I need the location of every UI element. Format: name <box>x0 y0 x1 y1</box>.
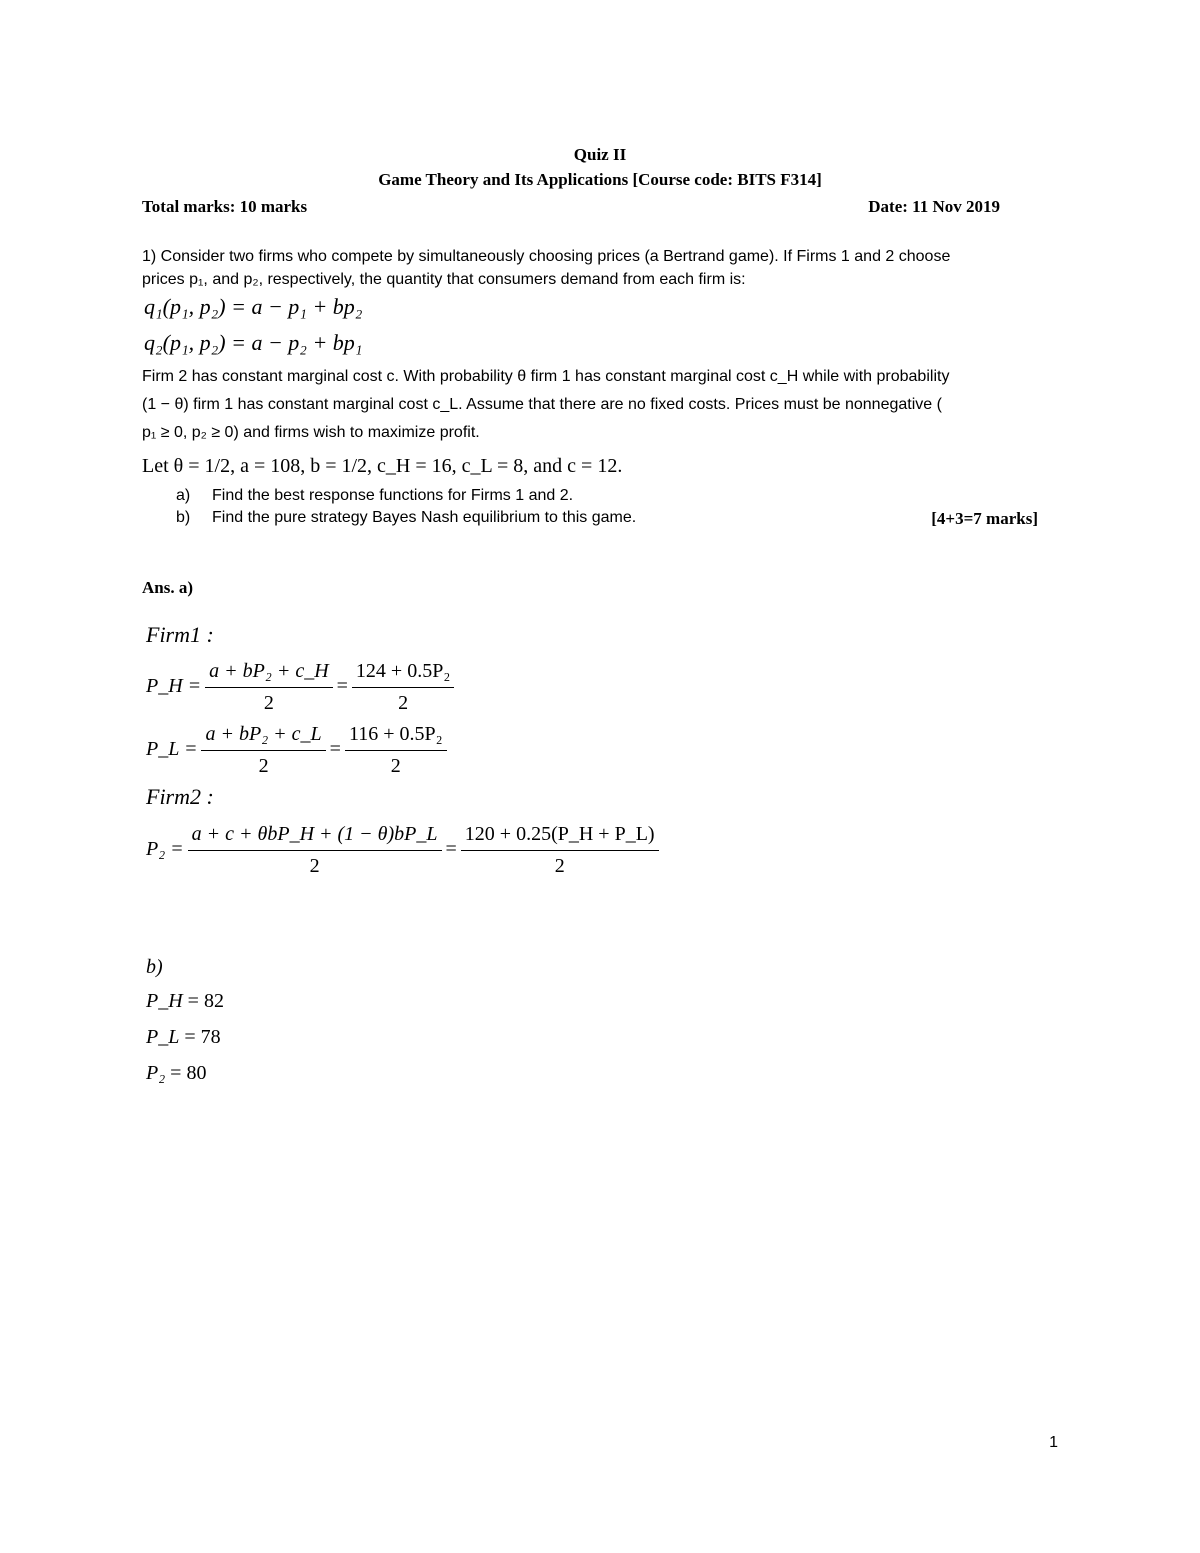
parameter-values: Let θ = 1/2, a = 108, b = 1/2, c_H = 16, c_L = 8, and c = 12. <box>142 455 623 477</box>
p2-numerator-numeric: 120 + 0.25(P_H + P_L) <box>461 818 659 851</box>
quiz-title: Quiz II <box>573 145 627 164</box>
part-b-text: Find the pure strategy Bayes Nash equilibrium to this game. <box>212 509 637 526</box>
firm1-label: Firm1 : <box>146 622 214 647</box>
firm2-label: Firm2 : <box>146 784 214 809</box>
pl-numerator-symbolic: a + bP₂ + c_L <box>201 718 325 751</box>
p2-denominator-symbolic: 2 <box>309 855 320 877</box>
result-pl <box>146 1026 221 1049</box>
pl-denominator-symbolic: 2 <box>258 755 269 777</box>
ph-numerator-numeric: 124 + 0.5P₂ <box>352 655 454 688</box>
cost-line2: (1 − θ) firm 1 has constant marginal cost c_L. Assume that there are no fixed costs. Prices must be nonnegative ( <box>142 396 942 413</box>
page-number: 1 <box>1049 1434 1058 1451</box>
demand-equation-firm1: q₁(p₁, p₂) = a − p₁ + bp₂ <box>144 294 363 319</box>
result-ph-lhs: P_H <box>146 990 183 1012</box>
cost-line3: p₁ ≥ 0, p₂ ≥ 0) and firms wish to maximize profit. <box>142 424 480 441</box>
question-intro-line1: 1) Consider two firms who compete by simultaneously choosing prices (a Bertrand game). If Firms 1 and 2 choose <box>142 248 951 265</box>
answer-heading-a: Ans. a) <box>142 578 194 597</box>
ph-fraction-numeric <box>352 655 454 718</box>
firm1-best-response-high: P_H = $\frac{\text{a + bP₂ + c\_H}}{2}$ = $\frac{\text{124 + 0.5P₂}}{2}$ <box>144 655 456 718</box>
demand-equation-firm2: q₂(p₁, p₂) = a − p₂ + bp₁ <box>144 330 363 355</box>
ph-fraction-symbolic <box>205 655 332 718</box>
p2-lhs: P₂ = <box>146 838 184 860</box>
marks-allocation: [4+3=7 marks] <box>931 509 1038 528</box>
part-a-text: Find the best response functions for Firms 1 and 2. <box>212 487 574 504</box>
part-b-label: b) <box>176 509 191 526</box>
result-pl-value: = 78 <box>184 1026 221 1048</box>
pl-denominator-numeric: 2 <box>390 755 401 777</box>
pl-numerator-numeric: 116 + 0.5P₂ <box>345 718 447 751</box>
result-p2 <box>146 1062 206 1085</box>
result-p2-lhs: P₂ <box>146 1062 166 1084</box>
firm2-best-response: P₂ = $\frac{\text{a + c + θbP\_H + (1 − θ)bP\_L}}{2}$ = $\frac{120 + 0.25(P\_H + P\_L)}{2}$ <box>144 818 661 881</box>
ph-lhs: P_H = <box>146 675 202 697</box>
pl-fraction-symbolic <box>201 718 325 781</box>
p2-denominator-numeric: 2 <box>554 855 565 877</box>
result-ph <box>146 990 224 1013</box>
p2-fraction-symbolic <box>188 818 442 881</box>
exam-date: Date: 11 Nov 2019 <box>868 197 1000 216</box>
ph-denominator-symbolic: 2 <box>263 692 274 714</box>
cost-line1: Firm 2 has constant marginal cost c. With probability θ firm 1 has constant marginal cost c_H while with probability <box>142 368 950 385</box>
part-a-label: a) <box>176 487 191 504</box>
ph-numerator-symbolic: a + bP₂ + c_H <box>205 655 332 688</box>
answer-heading-b: b) <box>146 956 163 978</box>
result-ph-value: = 82 <box>187 990 224 1012</box>
p2-fraction-numeric <box>461 818 659 881</box>
result-p2-value: = 80 <box>170 1062 207 1084</box>
ph-denominator-numeric: 2 <box>398 692 409 714</box>
course-title: Game Theory and Its Applications [Course code: BITS F314] <box>378 170 822 189</box>
p2-numerator-symbolic: a + c + θbP_H + (1 − θ)bP_L <box>188 818 442 851</box>
question-intro-line2: prices p₁, and p₂, respectively, the quantity that consumers demand from each firm is: <box>142 271 746 288</box>
pl-fraction-numeric <box>345 718 447 781</box>
firm1-best-response-low: P_L = $\frac{\text{a + bP₂ + c\_L}}{2}$ = $\frac{\text{116 + 0.5P₂}}{2}$ <box>144 718 449 781</box>
total-marks: Total marks: 10 marks <box>142 197 308 216</box>
pl-lhs: P_L = <box>146 738 198 760</box>
result-pl-lhs: P_L <box>146 1026 180 1048</box>
